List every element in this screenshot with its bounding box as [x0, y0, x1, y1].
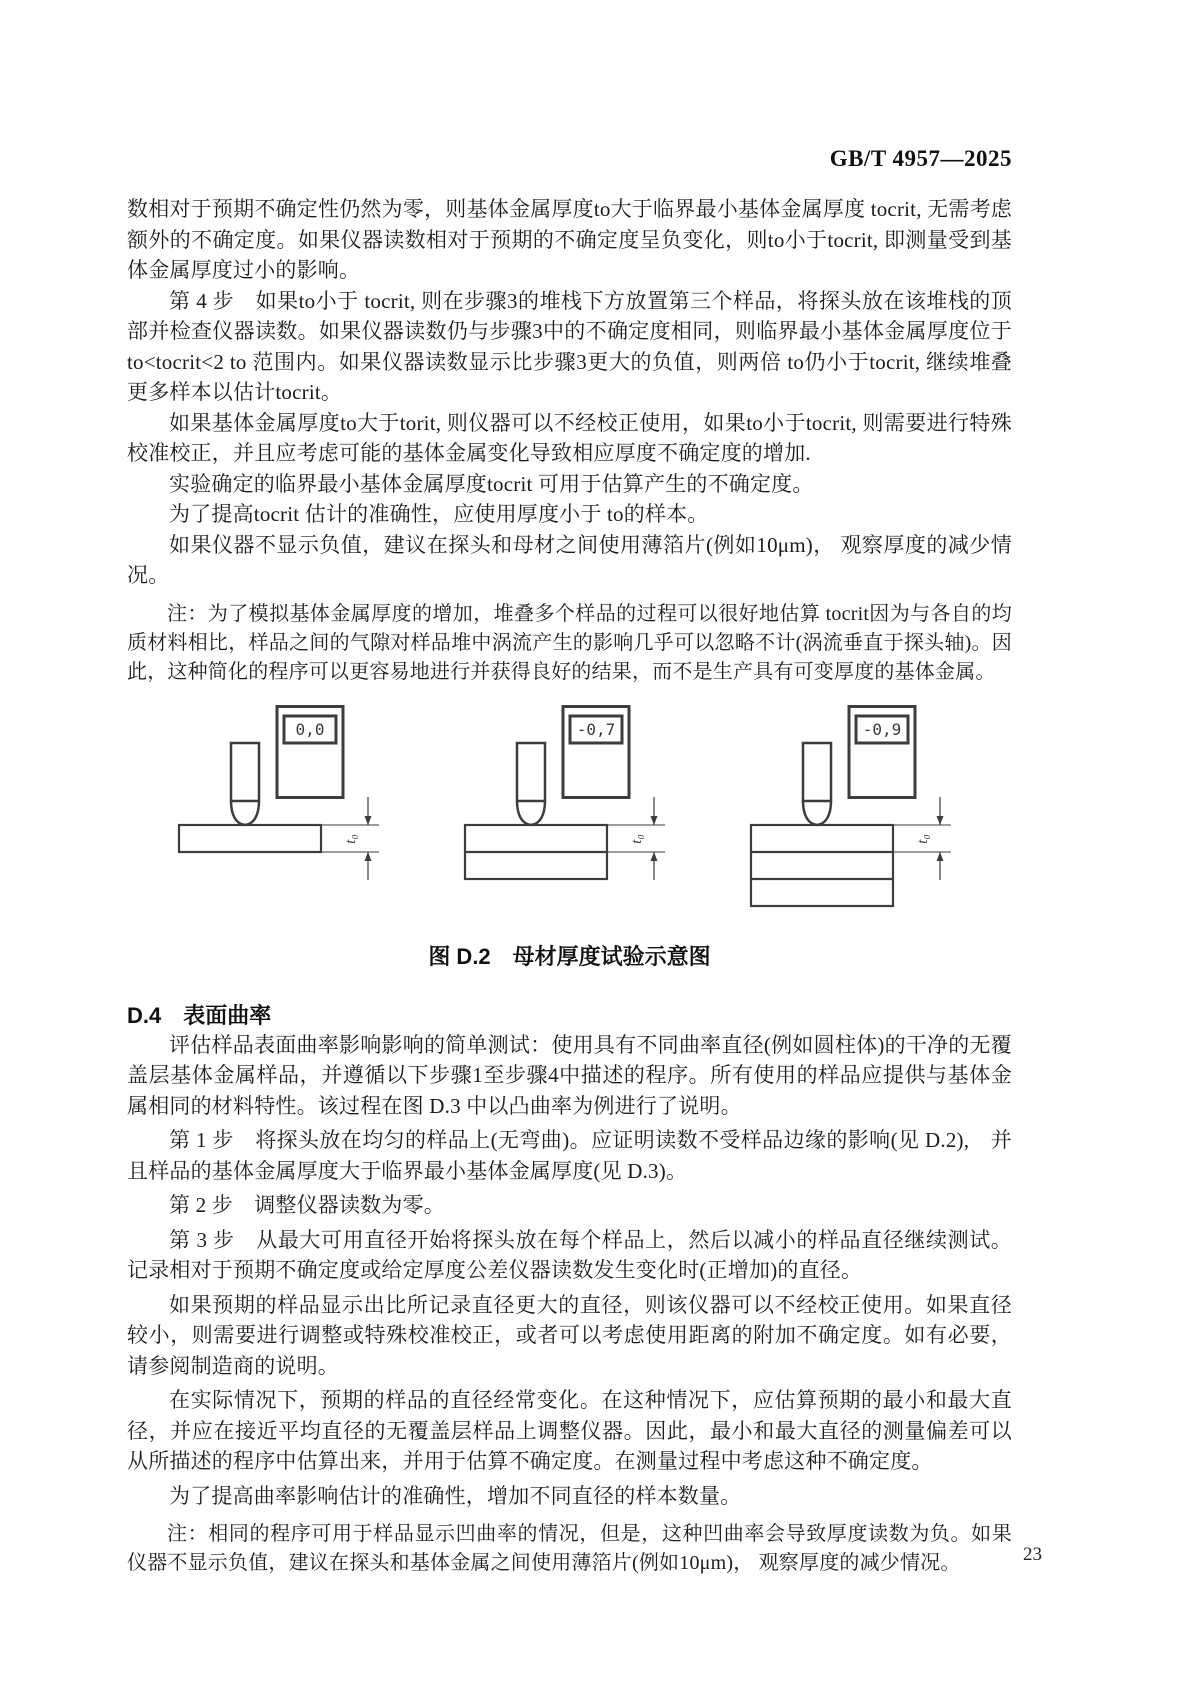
page-content	[127, 146, 1012, 1578]
plate	[179, 825, 321, 852]
paragraph: 如果仪器不显示负值，建议在探头和母材之间使用薄箔片(例如10μm)， 观察厚度的减少情况。	[127, 532, 1012, 587]
dimension-arrow	[364, 852, 371, 861]
probe-icon	[803, 743, 831, 801]
paragraph: 为了提高tocrit 估计的准确性，应使用厚度小于 to的样本。	[169, 502, 709, 526]
note-paragraph: 注：相同的程序可用于样品显示凹曲率的情况，但是，这种凹曲率会导致厚度读数为负。如果仪器不显示负值，建议在探头和基体金属之间使用薄箔片(例如10μm)， 观察厚度的减少情况。	[127, 1523, 1012, 1574]
paragraph: 在实际情况下，预期的样品的直径经常变化。在这种情况下，应估算预期的最小和最大直径，并应在接近平均直径的无覆盖层样品上调整仪器。因此，最小和最大直径的测量偏差可以从所描述的程序中估算出来，并用于估算不确定度。在测量过程中考虑这种不确定度。	[127, 1388, 1012, 1473]
probe-icon	[517, 743, 545, 801]
paragraph: 数相对于预期不确定性仍然为零，则基体金属厚度to大于临界最小基体金属厚度 tocrit, 无需考虑额外的不确定度。如果仪器读数相对于预期的不确定度呈负变化，则to小于tocrit, 即测量受到基体金属厚度过小的影响。	[127, 197, 1012, 282]
plate-stack	[751, 825, 893, 906]
standard-number-header: GB/T 4957—2025	[829, 146, 1012, 171]
thickness-dimension-label: t₀	[628, 833, 645, 844]
dimension-arrow	[650, 816, 657, 825]
thickness-test-diagram-1	[169, 705, 399, 910]
meter-reading: 0,0	[295, 719, 324, 739]
paragraph: 评估样品表面曲率影响影响的简单测试：使用具有不同曲率直径(例如圆柱体)的干净的无覆盖层基体金属样品，并遵循以下步骤1至步骤4中描述的程序。所有使用的样品应提供与基体金属相同的材料特性。该过程在图 D.3 中以凸曲率为例进行了说明。	[127, 1032, 1012, 1118]
paragraph: 如果预期的样品显示出比所记录直径更大的直径，则该仪器可以不经校正使用。如果直径较小，则需要进行调整或特殊校准校正，或者可以考虑使用距离的附加不确定度。如有必要，请参阅制造商的说明。	[127, 1292, 1012, 1378]
paragraph: 为了提高曲率影响估计的准确性，增加不同直径的样本数量。	[169, 1483, 742, 1508]
probe-tip	[803, 801, 831, 825]
paragraph-step-3: 第 3 步 从最大可用直径开始将探头放在每个样品上，然后以减小的样品直径继续测试。记录相对于预期不确定度或给定厚度公差仪器读数发生变化时(正增加)的直径。	[127, 1227, 1012, 1282]
thickness-test-diagram-2	[455, 705, 685, 910]
dimension-arrow	[650, 852, 657, 861]
dimension-arrow	[936, 852, 943, 861]
paragraph-step-2: 第 2 步 调整仪器读数为零。	[169, 1193, 445, 1217]
figure-caption: 图 D.2 母材厚度试验示意图	[428, 943, 711, 969]
figure-d2	[127, 705, 1012, 910]
note-paragraph: 注：为了模拟基体金属厚度的增加，堆叠多个样品的过程可以很好地估算 tocrit因为与各自的均质材料相比，样品之间的气隙对样品堆中涡流产生的影响几乎可以忽略不计(涡流垂直于探头轴)。因此，这种简化的程序可以更容易地进行并获得良好的结果，而不是生产具有可变厚度的基体金属。	[127, 602, 1012, 683]
meter-reading: -0,7	[576, 719, 615, 739]
dimension-arrow	[364, 816, 371, 825]
paragraph-step-1: 第 1 步 将探头放在均匀的样品上(无弯曲)。应证明读数不受样品边缘的影响(见 D.2), 并且样品的基体金属厚度大于临界最小基体金属厚度(见 D.3)。	[127, 1128, 1012, 1183]
meter-reading: -0,9	[862, 719, 901, 739]
thickness-test-diagram-3	[741, 705, 971, 910]
dimension-arrow	[936, 816, 943, 825]
probe-tip	[517, 801, 545, 825]
section-heading-d4: D.4 表面曲率	[127, 1002, 272, 1028]
page-number: 23	[1023, 1544, 1042, 1565]
thickness-dimension-label: t₀	[914, 833, 931, 844]
probe-tip	[231, 801, 259, 825]
paragraph-step-4: 第 4 步 如果to小于 tocrit, 则在步骤3的堆栈下方放置第三个样品，将探头放在该堆栈的顶部并检查仪器读数。如果仪器读数仍与步骤3中的不确定度相同，则临界最小基体金属厚度位于 to<tocrit<2 to 范围内。如果仪器读数显示比步骤3更大的负值，则两倍 to仍小于tocrit, 继续堆叠更多样本以估计tocrit。	[127, 288, 1012, 404]
paragraph: 实验确定的临界最小基体金属厚度tocrit 可用于估算产生的不确定度。	[169, 471, 814, 496]
paragraph: 如果基体金属厚度to大于torit, 则仪器可以不经校正使用，如果to小于tocrit, 则需要进行特殊校准校正，并且应考虑可能的基体金属变化导致相应厚度不确定度的增加.	[127, 410, 1012, 465]
thickness-dimension-label: t₀	[342, 833, 359, 844]
probe-icon	[231, 743, 259, 801]
